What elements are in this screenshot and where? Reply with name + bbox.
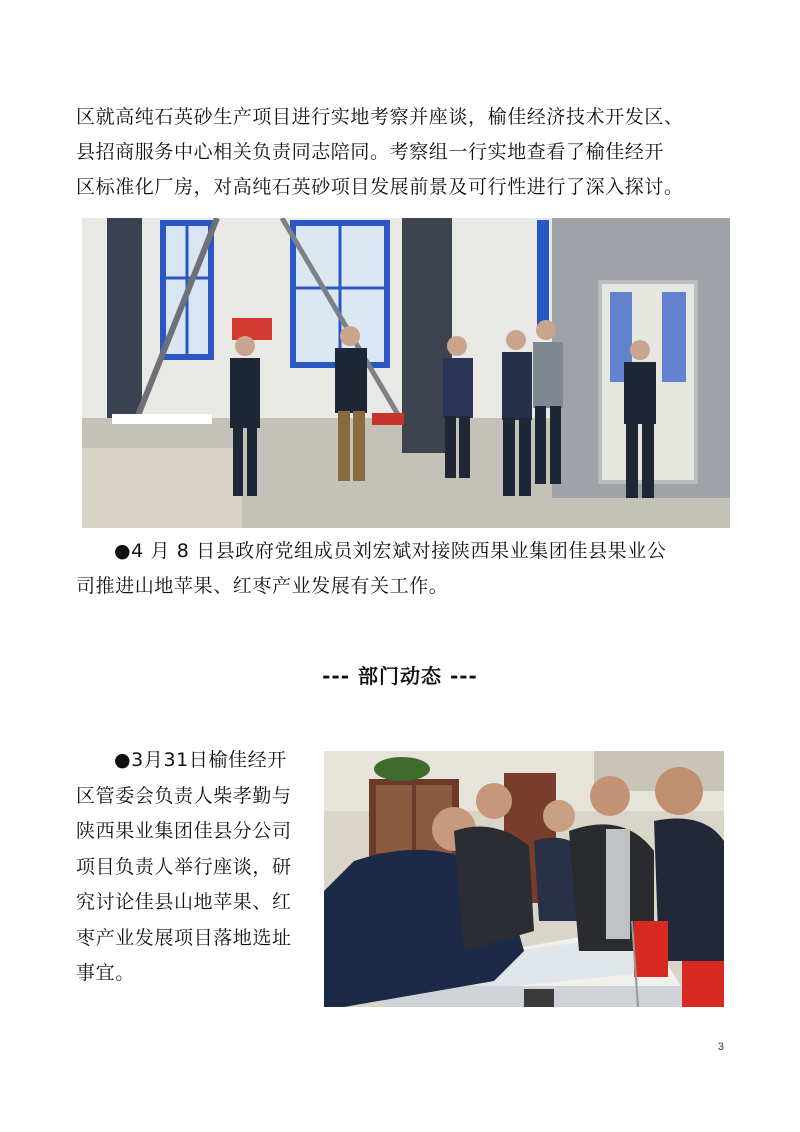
- text-line: 究讨论佳县山地苹果、红: [76, 891, 292, 913]
- paragraph-apple-jujube-meeting: [76, 534, 728, 604]
- text-line: 区管委会负责人柴孝勤与: [76, 784, 292, 807]
- text-line: ●3月31日榆佳经开: [114, 749, 287, 771]
- text-line: 项目负责人举行座谈，研: [76, 855, 292, 878]
- meeting-photo: [324, 751, 724, 1007]
- text-line: 区就高纯石英砂生产项目进行实地考察并座谈，榆佳经济技术开发区、: [76, 106, 684, 128]
- text-line: ●4 月 8 日县政府党组成员刘宏斌对接陕西果业集团佳县果业公: [114, 540, 667, 562]
- section-heading: --- 部门动态 ---: [322, 664, 478, 688]
- paragraph-investigation: [76, 100, 728, 205]
- text-line: 陕西果业集团佳县分公司: [76, 820, 292, 842]
- page-number: 3: [717, 1041, 724, 1053]
- text-line: 县招商服务中心相关负责同志陪同。考察组一行实地查看了榆佳经开: [76, 141, 665, 163]
- text-line: 司推进山地苹果、红枣产业发展有关工作。: [76, 575, 449, 597]
- meeting-illustration: [324, 751, 724, 1007]
- text-line: 事宜。: [76, 962, 135, 984]
- text-line: 区标准化厂房，对高纯石英砂项目发展前景及可行性进行了深入探讨。: [76, 176, 684, 198]
- factory-inspection-illustration: [82, 218, 730, 528]
- paragraph-site-selection: [76, 743, 316, 992]
- factory-inspection-photo: [82, 218, 730, 528]
- text-line: 枣产业发展项目落地选址: [76, 926, 292, 949]
